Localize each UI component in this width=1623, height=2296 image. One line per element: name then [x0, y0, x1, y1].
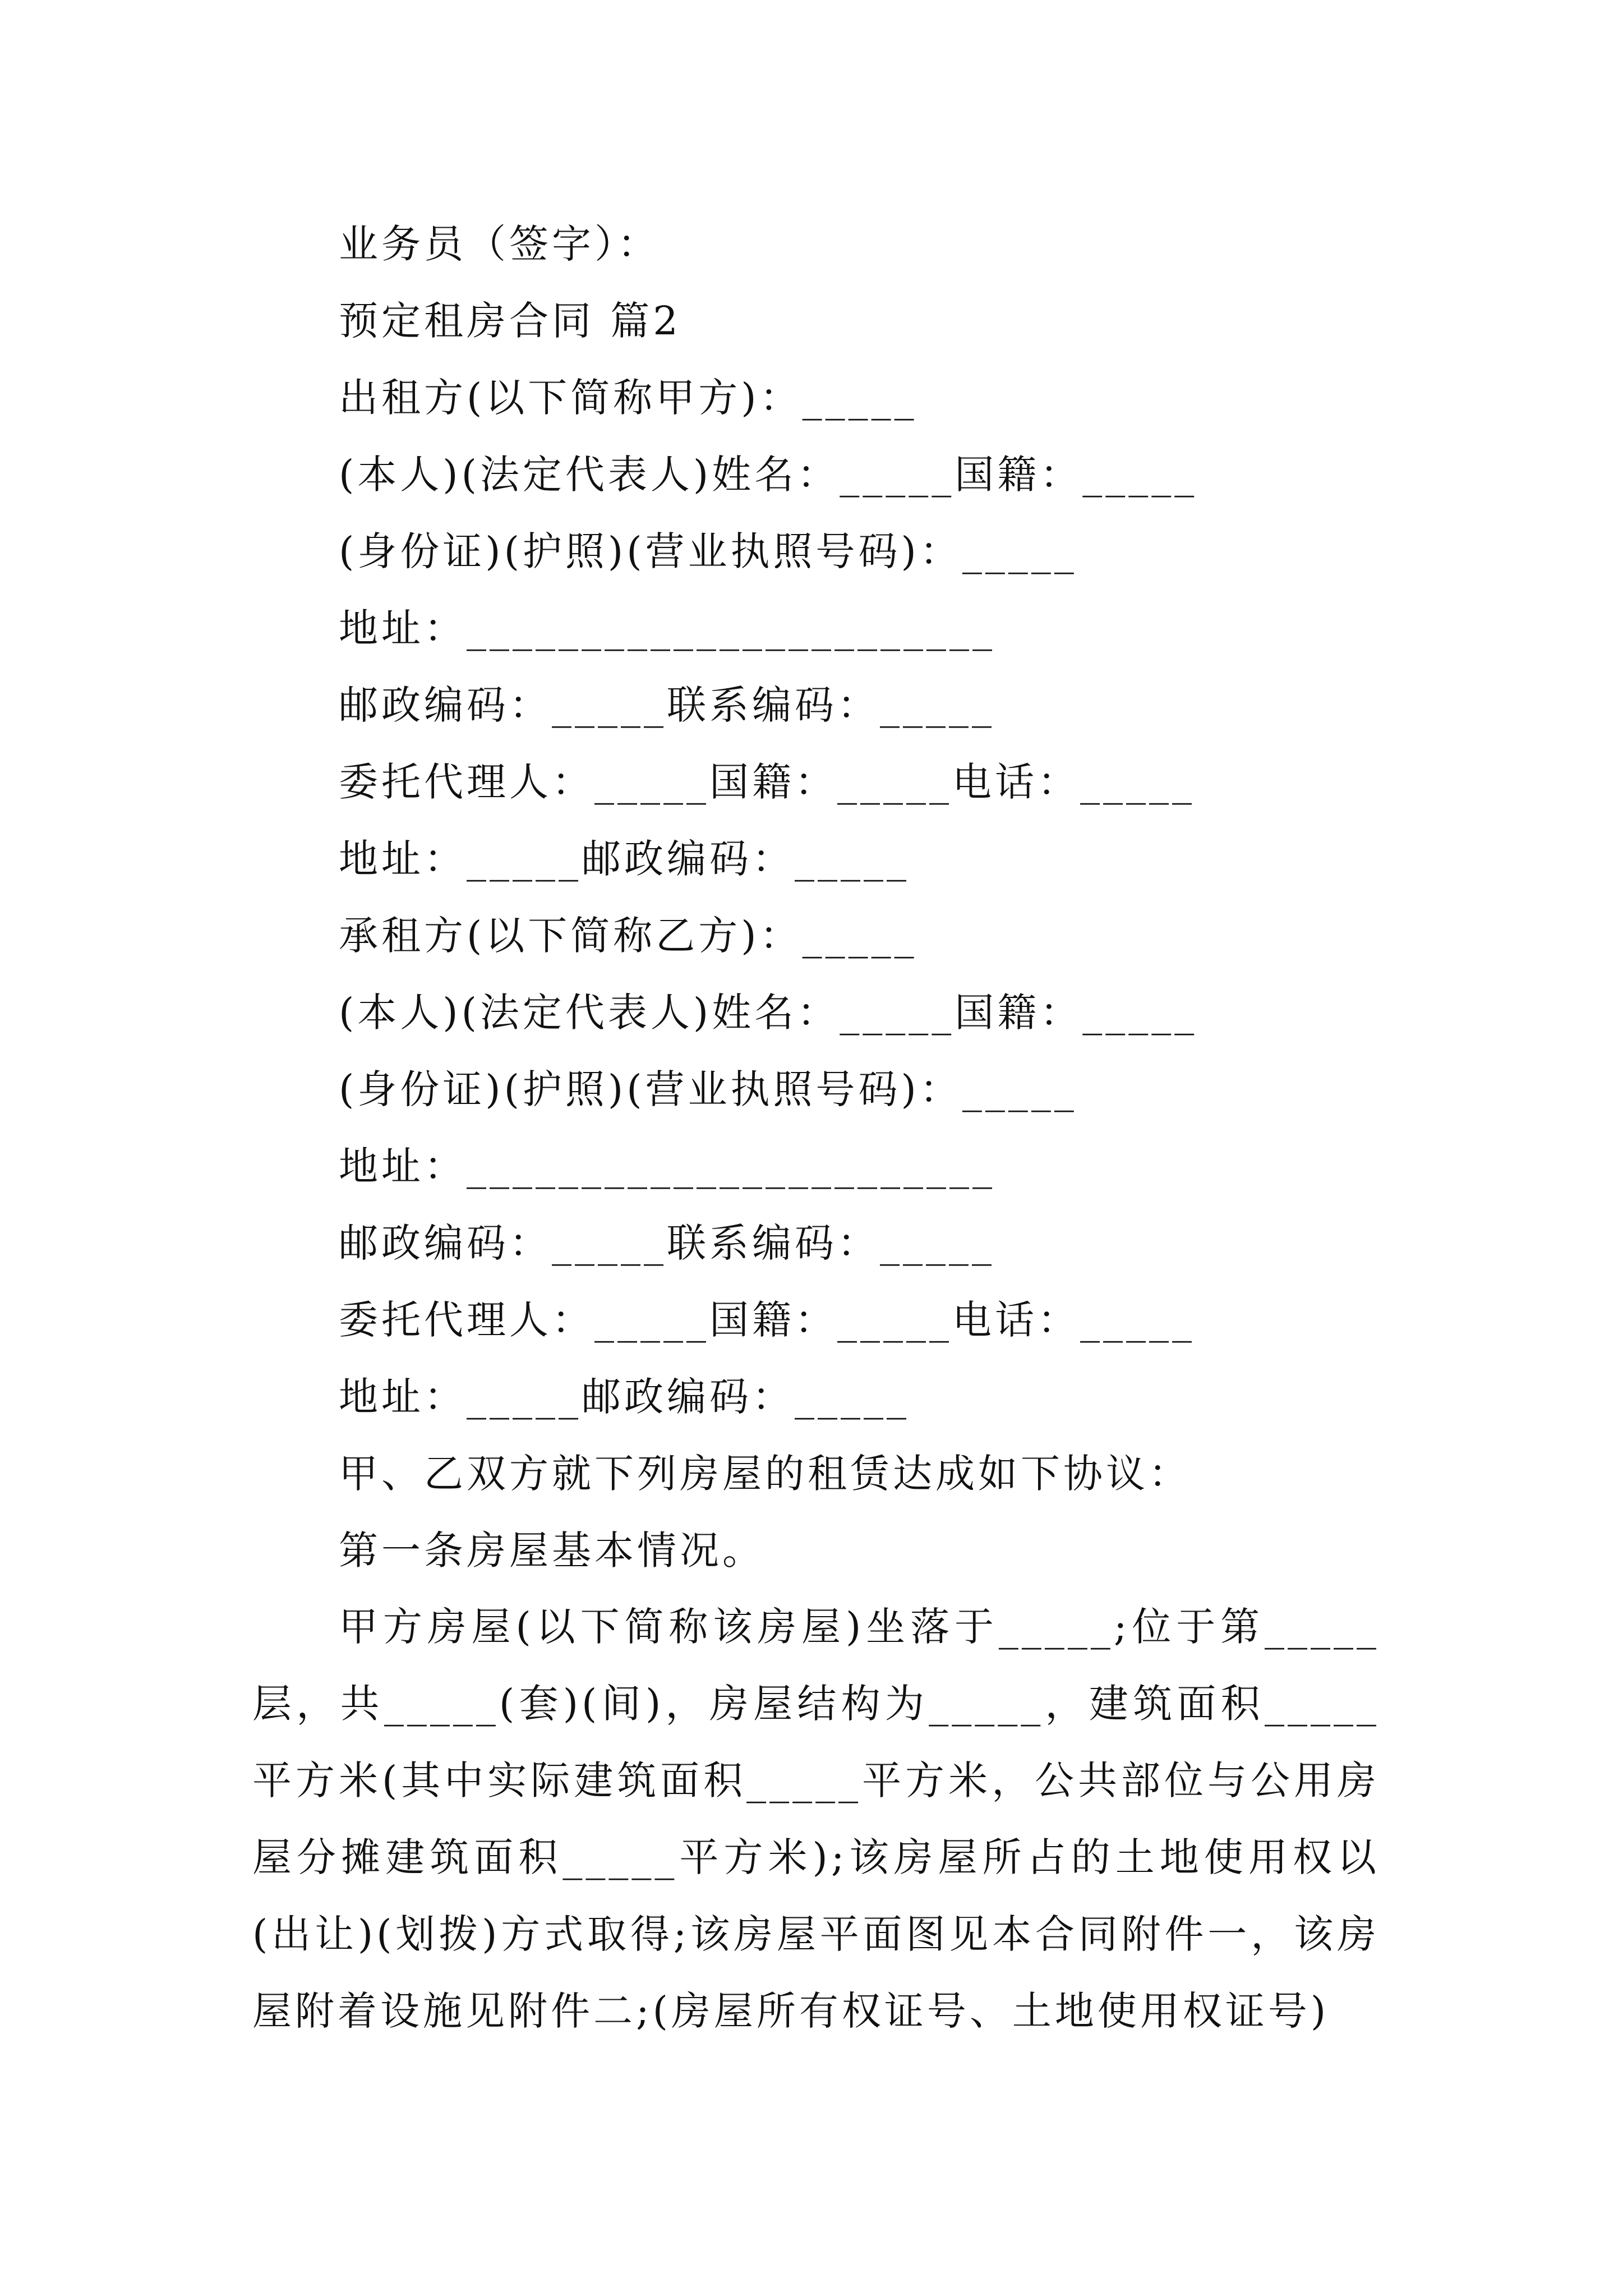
article-one-paragraph: 甲方房屋(以下简称该房屋)坐落于_____;位于第_____层，共_____(套)(间)，房屋结构为_____，建筑面积_____平方米(其中实际建筑面积_____平方米，公共部位与公用房屋分摊建筑面积_____平方米);该房屋所占的土地使用权以(出让)(划拨)方式取得;该房屋平面图见本合同附件一，该房屋附着设施见附件二;(房屋所有权证号、土地使用权证号)	[252, 1604, 1380, 2034]
lessor-id-line: (身份证)(护照)(营业执照号码)：_____	[339, 528, 1077, 574]
salesperson-signature-line: 业务员（签字）：	[339, 221, 660, 267]
lessor-name-line: (本人)(法定代表人)姓名：_____国籍：_____	[339, 452, 1198, 498]
lessee-agent-address-line: 地址：_____邮政编码：_____	[339, 1374, 910, 1420]
lessor-address-line: 地址：_______________________	[339, 605, 995, 651]
lessee-agent-line: 委托代理人：_____国籍：_____电话：_____	[339, 1297, 1195, 1343]
agreement-intro-line: 甲、乙双方就下列房屋的租赁达成如下协议：	[339, 1451, 1191, 1497]
lessee-address-line: 地址：_______________________	[339, 1143, 995, 1189]
lessor-agent-address-line: 地址：_____邮政编码：_____	[339, 836, 910, 882]
lessor-postcode-line: 邮政编码：_____联系编码：_____	[339, 682, 995, 728]
article-one-heading: 第一条房屋基本情况。	[339, 1527, 765, 1573]
contract-title: 预定租房合同 篇2	[339, 298, 681, 344]
lessee-line: 承租方(以下简称乙方)：_____	[339, 913, 917, 959]
lessee-name-line: (本人)(法定代表人)姓名：_____国籍：_____	[339, 990, 1198, 1036]
lessor-agent-line: 委托代理人：_____国籍：_____电话：_____	[339, 759, 1195, 805]
lessee-postcode-line: 邮政编码：_____联系编码：_____	[339, 1220, 995, 1266]
lessee-id-line: (身份证)(护照)(营业执照号码)：_____	[339, 1066, 1077, 1112]
lessor-line: 出租方(以下简称甲方)：_____	[339, 375, 917, 421]
